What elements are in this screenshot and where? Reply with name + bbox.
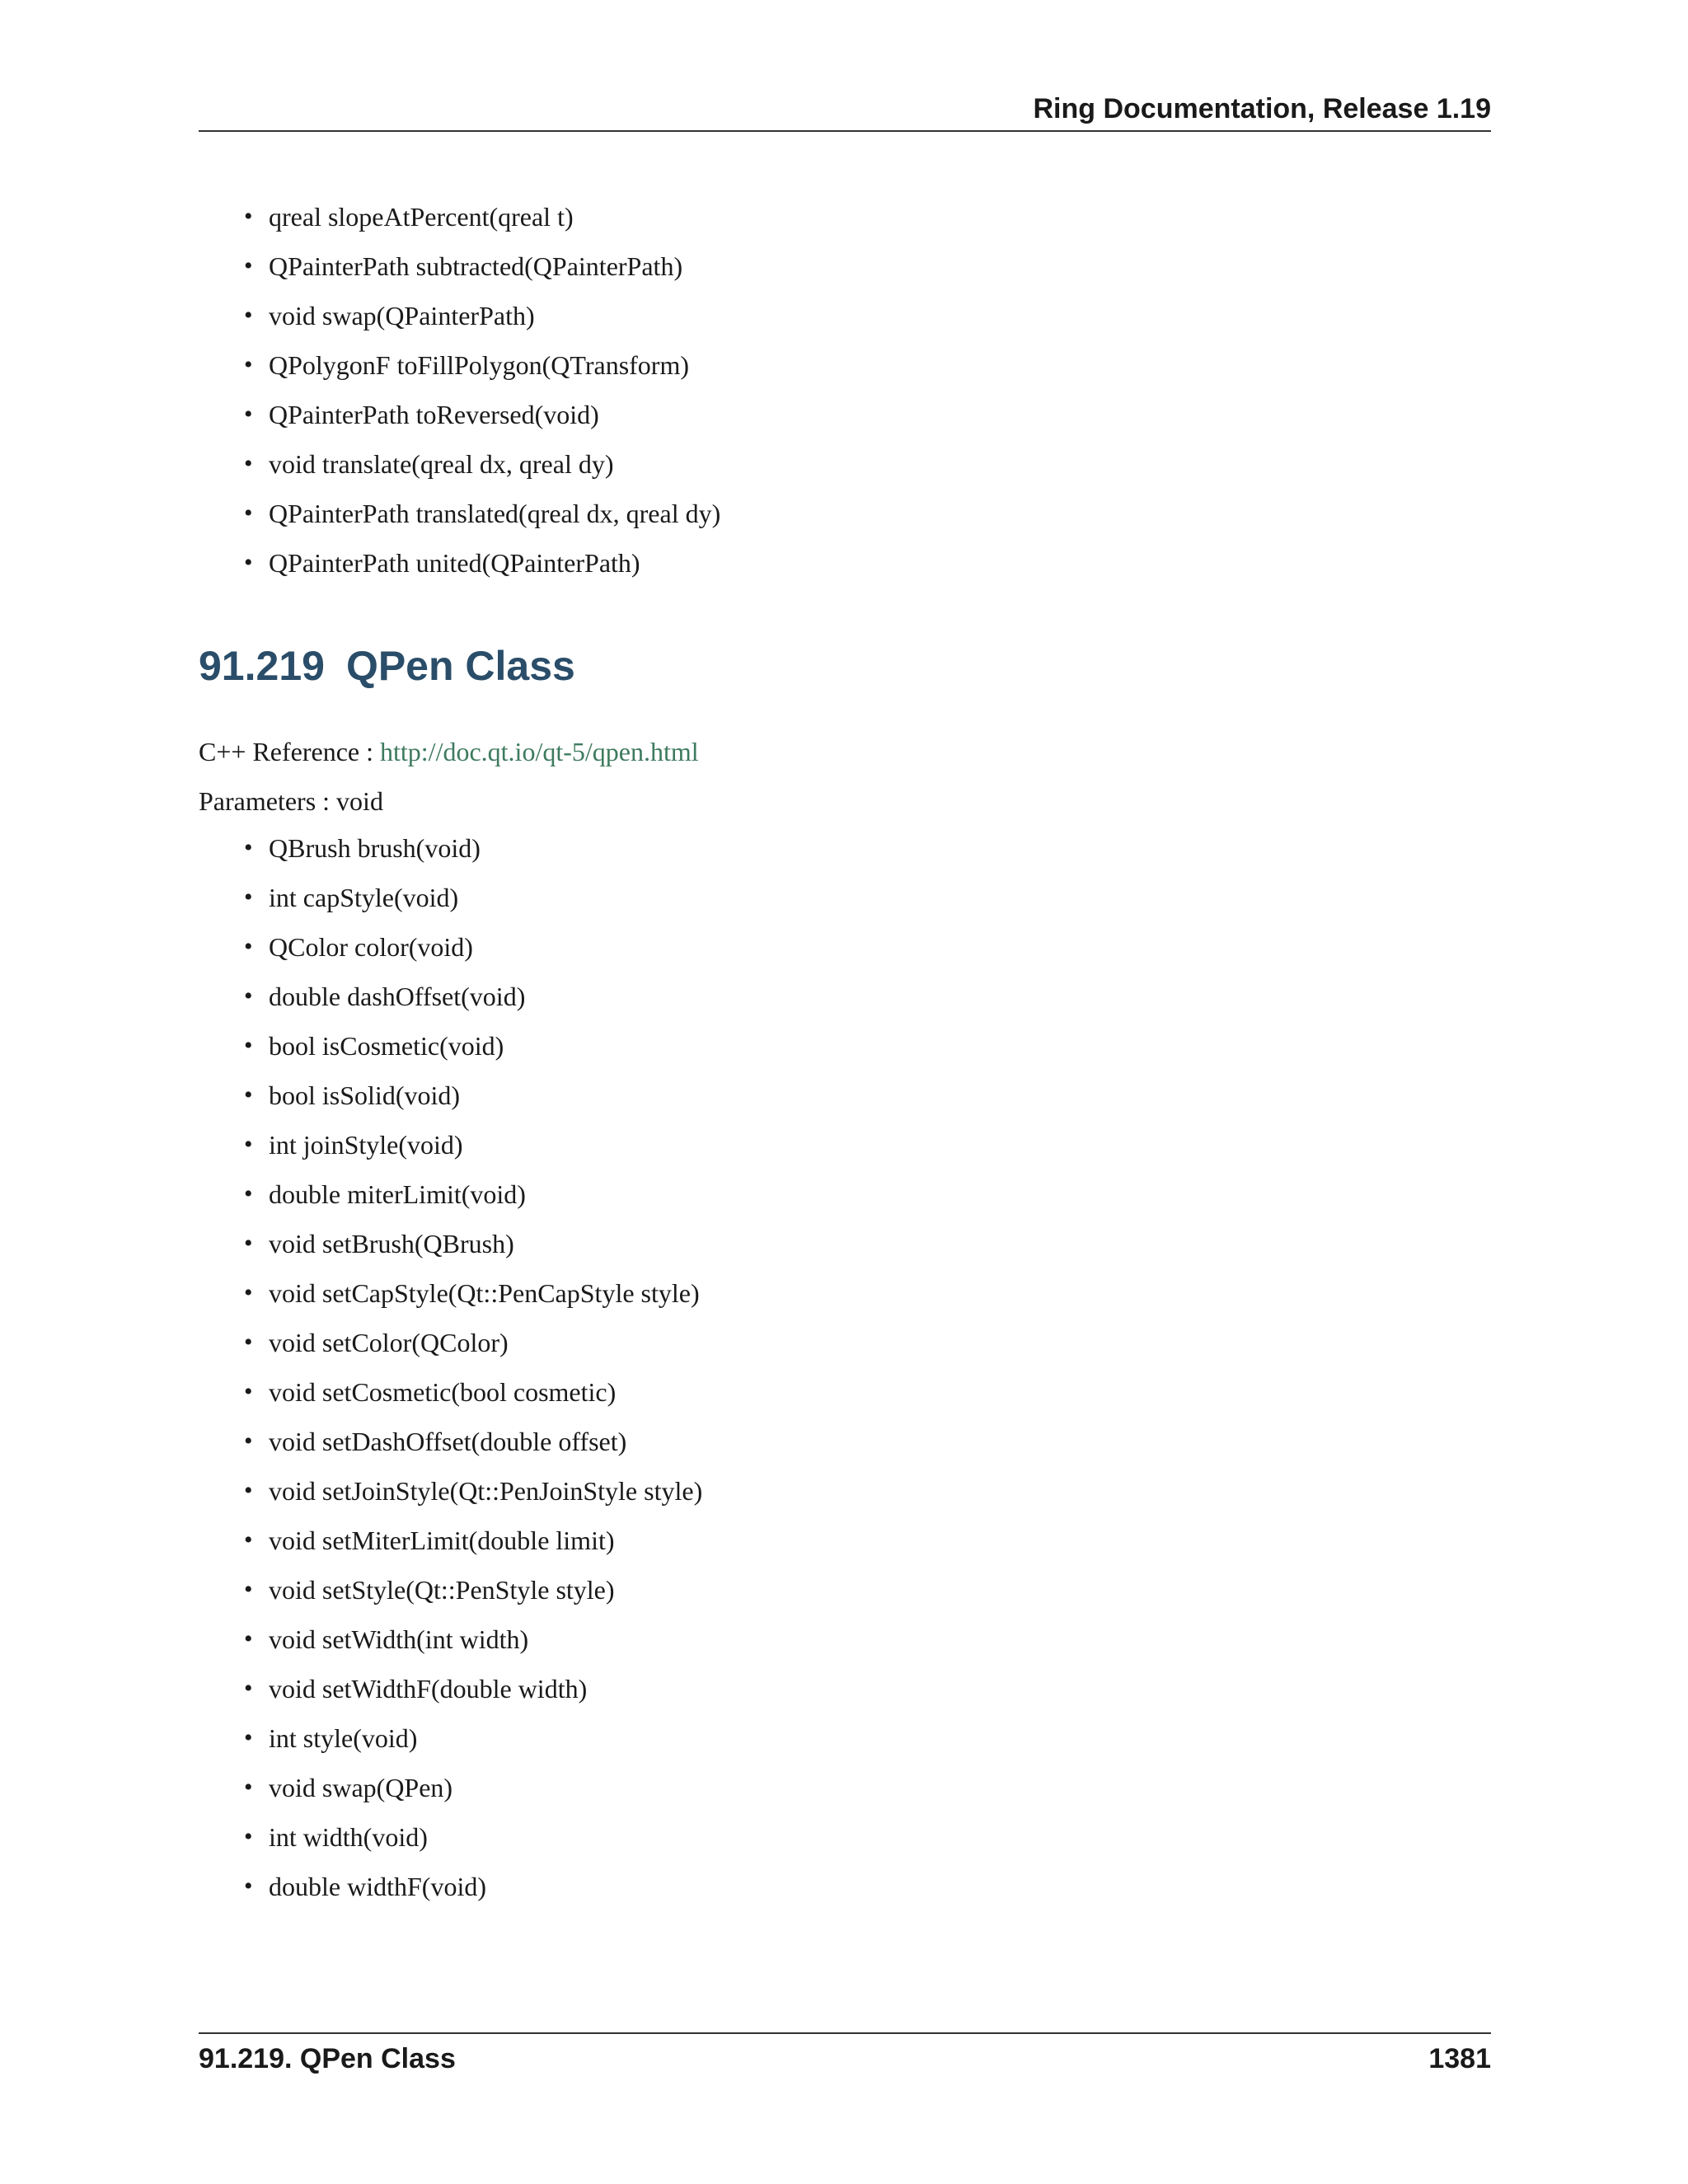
cpp-reference-label: C++ Reference :: [199, 737, 373, 766]
method-list-item: [244, 448, 720, 497]
method-signature: int style(void): [269, 1723, 418, 1753]
bullet-icon: •: [244, 499, 253, 527]
bullet-icon: •: [244, 1032, 253, 1059]
method-list-item: [244, 1524, 702, 1573]
bullet-icon: •: [244, 252, 253, 279]
bullet-icon: •: [244, 450, 253, 477]
method-list-item: [244, 250, 720, 299]
bullet-icon: •: [244, 1279, 253, 1306]
method-list-item: [244, 1425, 702, 1474]
method-signature: void setMiterLimit(double limit): [269, 1526, 615, 1555]
method-signature: bool isSolid(void): [269, 1080, 461, 1110]
method-signature: void translate(qreal dx, qreal dy): [269, 449, 614, 479]
bullet-icon: •: [244, 933, 253, 960]
method-signature: void setBrush(QBrush): [269, 1229, 514, 1258]
bullet-icon: •: [244, 1081, 253, 1108]
method-list-item: [244, 1821, 702, 1870]
bullet-icon: •: [244, 1576, 253, 1603]
method-signature: void setDashOffset(double offset): [269, 1427, 627, 1456]
section-title: QPen Class: [345, 643, 575, 689]
bullet-icon: •: [244, 302, 253, 329]
bullet-icon: •: [244, 1774, 253, 1801]
method-signature: QPainterPath united(QPainterPath): [269, 548, 640, 578]
method-list-item: [244, 200, 720, 250]
method-list-item: [244, 497, 720, 546]
method-list-item: [244, 299, 720, 349]
method-list-item: [244, 1029, 702, 1079]
page-header: [199, 89, 1491, 132]
method-signature: void setJoinStyle(Qt::PenJoinStyle style): [269, 1476, 703, 1506]
bullet-icon: •: [244, 351, 253, 378]
method-list-item: [244, 398, 720, 448]
bullet-icon: •: [244, 1131, 253, 1158]
method-list-item: [244, 1474, 702, 1524]
bullet-icon: •: [244, 549, 253, 576]
parameters-label: Parameters :: [199, 786, 331, 816]
method-list-item: [244, 1227, 702, 1277]
bullet-icon: •: [244, 203, 253, 230]
bullet-icon: •: [244, 401, 253, 428]
bullet-icon: •: [244, 1823, 253, 1850]
bullet-icon: •: [244, 1675, 253, 1702]
parameters-line: [199, 785, 383, 818]
method-signature: QPainterPath subtracted(QPainterPath): [269, 251, 683, 281]
page-number: 1381: [1428, 2043, 1491, 2074]
method-signature: QPolygonF toFillPolygon(QTransform): [269, 350, 689, 380]
method-list-item: [244, 832, 702, 881]
cpp-reference-link[interactable]: http://doc.qt.io/qt-5/qpen.html: [380, 737, 699, 766]
bullet-icon: •: [244, 1872, 253, 1900]
bullet-icon: •: [244, 1427, 253, 1455]
bullet-icon: •: [244, 1230, 253, 1257]
method-signature: double widthF(void): [269, 1872, 486, 1901]
method-signature: void setCosmetic(bool cosmetic): [269, 1377, 617, 1407]
document-title: Ring Documentation, Release 1.19: [1033, 93, 1491, 124]
method-list-item: [244, 1722, 702, 1771]
method-list-item: [244, 1128, 702, 1178]
method-signature: QPainterPath translated(qreal dx, qreal dy): [269, 499, 721, 528]
section-number: 91.219: [199, 643, 325, 689]
method-list-previous-class: [244, 200, 720, 596]
bullet-icon: •: [244, 1180, 253, 1207]
method-signature: double dashOffset(void): [269, 982, 526, 1011]
bullet-icon: •: [244, 1625, 253, 1652]
page-footer: [199, 2032, 1491, 2083]
method-list-item: [244, 349, 720, 398]
section-heading: [199, 641, 575, 691]
method-list-item: [244, 980, 702, 1029]
method-signature: void setColor(QColor): [269, 1328, 509, 1357]
bullet-icon: •: [244, 1477, 253, 1504]
method-list-qpen: [244, 832, 702, 1919]
method-signature: int width(void): [269, 1822, 428, 1852]
method-list-item: [244, 1376, 702, 1425]
cpp-reference-line: [199, 735, 699, 768]
bullet-icon: •: [244, 982, 253, 1010]
bullet-icon: •: [244, 1526, 253, 1554]
bullet-icon: •: [244, 883, 253, 911]
method-signature: void swap(QPen): [269, 1773, 453, 1802]
method-signature: QColor color(void): [269, 932, 473, 962]
bullet-icon: •: [244, 1724, 253, 1751]
method-list-item: [244, 1178, 702, 1227]
method-list-item: [244, 1277, 702, 1326]
method-signature: QPainterPath toReversed(void): [269, 400, 599, 429]
bullet-icon: •: [244, 1378, 253, 1405]
method-list-item: [244, 1672, 702, 1722]
method-signature: void setWidthF(double width): [269, 1674, 588, 1704]
method-list-item: [244, 546, 720, 596]
method-signature: void setStyle(Qt::PenStyle style): [269, 1575, 615, 1605]
method-list-item: [244, 881, 702, 930]
footer-section-label: 91.219. QPen Class: [199, 2043, 456, 2074]
method-list-item: [244, 1326, 702, 1376]
method-list-item: [244, 1771, 702, 1821]
method-signature: double miterLimit(void): [269, 1179, 526, 1209]
method-signature: int capStyle(void): [269, 883, 459, 912]
method-signature: int joinStyle(void): [269, 1130, 463, 1160]
method-signature: qreal slopeAtPercent(qreal t): [269, 202, 574, 232]
method-list-item: [244, 1079, 702, 1128]
method-list-item: [244, 930, 702, 980]
method-signature: void setWidth(int width): [269, 1624, 529, 1654]
method-signature: QBrush brush(void): [269, 833, 481, 863]
method-list-item: [244, 1870, 702, 1919]
method-list-item: [244, 1623, 702, 1672]
method-list-item: [244, 1573, 702, 1623]
method-signature: void setCapStyle(Qt::PenCapStyle style): [269, 1278, 700, 1308]
bullet-icon: •: [244, 834, 253, 861]
bullet-icon: •: [244, 1329, 253, 1356]
method-signature: void swap(QPainterPath): [269, 301, 535, 330]
parameters-value: void: [336, 786, 383, 816]
method-signature: bool isCosmetic(void): [269, 1031, 504, 1061]
